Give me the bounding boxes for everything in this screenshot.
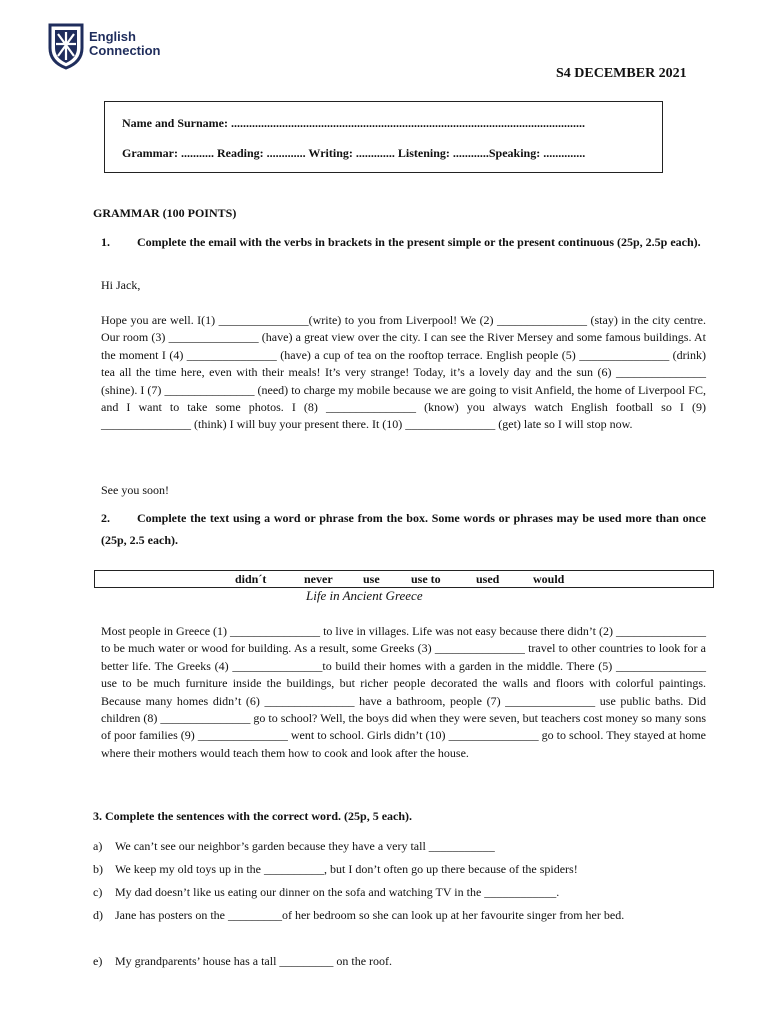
word-box-item: didn´t [235,572,267,586]
logo-wordmark [89,30,161,58]
q3-sentence-label: e) [93,954,103,968]
q3-sentence-text: Jane has posters on the _________of her bedroom so she can look up at her favourite singer from her bed. [115,908,625,922]
english-connection-logo [47,22,177,72]
q1-instruction [101,231,706,253]
q3-sentence-text: My dad doesn’t like us eating our dinner on the sofa and watching TV in the ____________. [115,885,560,899]
q3-sentence [93,835,713,858]
q3-sentence-text: We keep my old toys up in the __________, but I don’t often go up there because of the spiders! [115,862,578,876]
q1-closing: See you soon! [101,483,169,497]
q3-sentence [93,858,713,881]
word-box-item: use [363,572,380,586]
q1-instruction-text: Complete the email with the verbs in brackets in the present simple or the present continuous (25p, 2.5p each). [137,235,701,249]
section-title: GRAMMAR (100 POINTS) [93,206,237,220]
q2-instruction-text: Complete the text using a word or phrase from the box. Some words or phrases may be used more than once (25p, 2.5 each). [101,511,706,547]
q1-email-body: Hope you are well. I(1) _______________(write) to you from Liverpool! We (2) _______________ (stay) in the city centre. Our room (3) _______________ (have) a great view over the city. I can see the River Mersey and some famous buildings. At the moment I (4) _______________ (have) a cup of tea on the rooftop terrace. English people (5) _______________ (drink) tea all the time here, even with their meals! It’s very strange! Today, it’s a lovely day and the sun (6) _______________ (shine). I (7) _______________ (need) to charge my mobile because we are going to visit Anfield, the home of Liverpool FC, and I want to take some photos. I (8) _______________ (know) you always watch English football so I (9) _______________ (think) I will buy your present there. It (10) _______________ (get) late so I will stop now. [101,313,706,432]
shield-logo-icon [47,22,85,70]
q2-instruction [101,507,706,551]
q3-instruction: 3. Complete the sentences with the correct word. (25p, 5 each). [93,809,413,823]
word-box-item: used [476,572,500,586]
word-box [94,570,714,588]
q3-sentence-text: We can’t see our neighbor’s garden because they have a very tall ___________ [115,839,495,853]
q2-reading-text: Most people in Greece (1) _______________ to live in villages. Life was not easy because there didn’t (2) _______________ to be much water or wood for building. As a result, some Greeks (3) _______________ travel to other countries to look for a better life. The Greeks (4) _______________to build their homes with a garden in the middle. There (5) _______________ use to be much furniture inside the buildings, but richer people decorated the walls and floors with colorful paintings. Because many homes didn’t (6) _______________ have a bathroom, people (7) _______________ use public baths. Did children (8) _______________ go to school? Well, the boys did when they were seven, but teachers cost money so many sons of poor families (9) _______________ went to school. Girls didn’t (10) _______________ go to school. They stayed at home where their mothers would teach them how to cook and look after the house. [101,624,706,760]
reading-title: Life in Ancient Greece [306,588,423,603]
level-date: S4 DECEMBER 2021 [556,66,687,81]
q3-sentence-text: My grandparents’ house has a tall _________ on the roof. [115,954,393,968]
q1-greeting: Hi Jack, [101,278,141,292]
q3-sentence-label: a) [93,839,103,853]
score-line: Grammar: ........... Reading: ............. Writing: ............. Listening: ............Speaking: .............. [122,146,586,160]
q3-sentence-label: c) [93,885,103,899]
word-box-item: use to [411,572,441,586]
q3-sentence [93,950,713,973]
word-box-item: never [304,572,333,586]
student-info-box [104,101,663,173]
q2-number: 2. [101,511,110,525]
q3-sentence [93,904,713,927]
q1-number: 1. [101,235,110,249]
logo-word-2: Connection [89,43,161,58]
logo-word-1: English [89,29,136,44]
word-box-item: would [533,572,565,586]
q3-sentence [93,881,713,904]
q3-sentence-label: b) [93,862,103,876]
name-surname-line: Name and Surname: ...................................................................................................................... [122,116,586,130]
q3-sentence-label: d) [93,908,103,922]
